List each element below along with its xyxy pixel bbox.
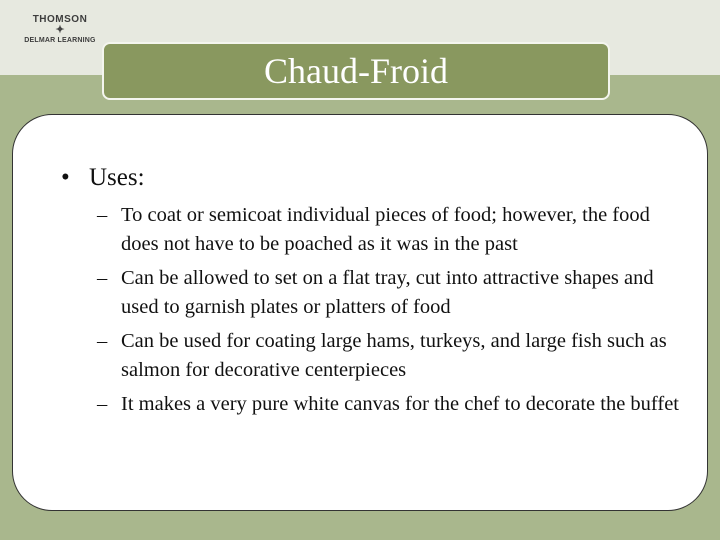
sub-bullet-item bbox=[97, 201, 687, 258]
dash-icon: – bbox=[97, 393, 108, 415]
sub-bullet-item bbox=[97, 390, 687, 419]
sub-bullet-item bbox=[97, 264, 687, 321]
sub-bullet-item bbox=[97, 327, 687, 384]
sub-bullet-list bbox=[97, 201, 687, 425]
bullet-item bbox=[61, 163, 145, 193]
title-box bbox=[102, 42, 610, 100]
slide-title: Chaud-Froid bbox=[264, 51, 448, 91]
sub-bullet-text: To coat or semicoat individual pieces of food; however, the food does not have to be poached as it was in the past bbox=[121, 204, 650, 255]
dash-icon: – bbox=[97, 267, 108, 289]
content-box bbox=[12, 114, 708, 511]
bullet-icon: • bbox=[61, 164, 70, 191]
dash-icon: – bbox=[97, 204, 108, 226]
publisher-logo bbox=[18, 14, 102, 45]
star-icon: ✦ bbox=[55, 24, 65, 36]
sub-bullet-text: It makes a very pure white canvas for the chef to decorate the buffet bbox=[121, 393, 679, 415]
sub-bullet-text: Can be allowed to set on a flat tray, cut into attractive shapes and used to garnish plates or platters of food bbox=[121, 267, 654, 318]
sub-bullet-text: Can be used for coating large hams, turkeys, and large fish such as salmon for decorative centerpieces bbox=[121, 330, 667, 381]
logo-line-2: DELMAR LEARNING bbox=[24, 37, 96, 44]
dash-icon: – bbox=[97, 330, 108, 352]
bullet-text: Uses: bbox=[89, 164, 145, 191]
logo-line-1: THOMSON bbox=[32, 14, 88, 25]
